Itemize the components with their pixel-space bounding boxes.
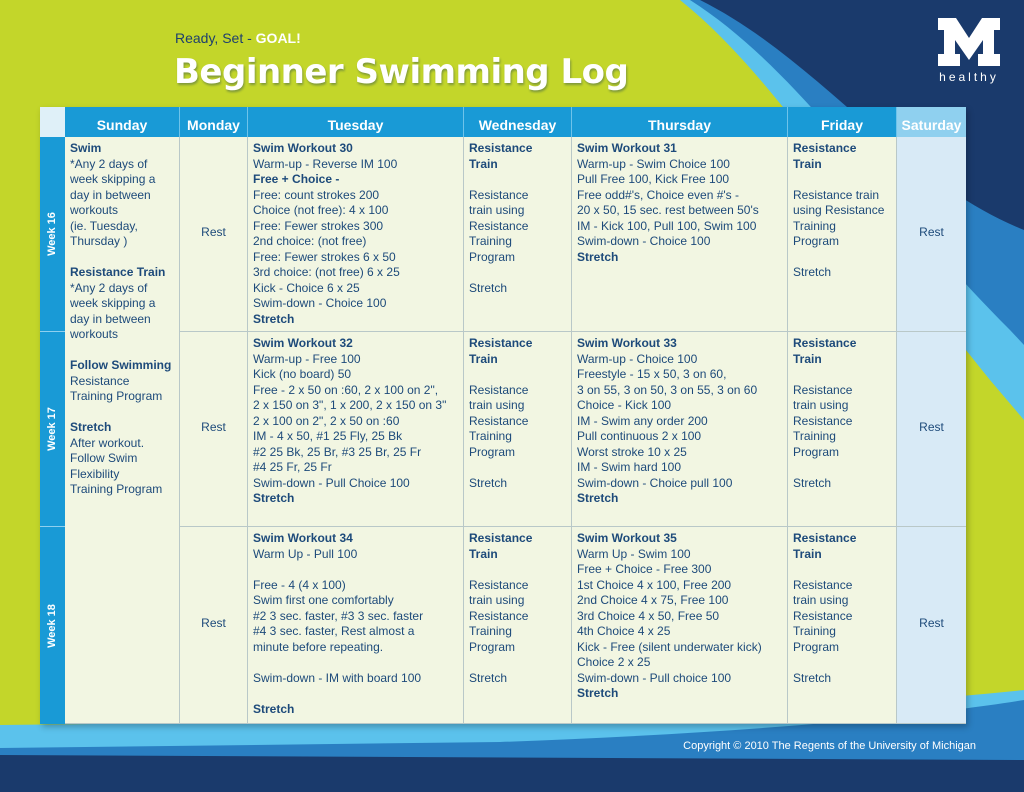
week16-tuesday-cell <box>248 137 464 332</box>
cell-line: 2nd Choice 4 x 75, Free 100 <box>577 593 729 607</box>
cell-line: Resistance train <box>793 187 880 202</box>
week18-monday-cell <box>180 527 248 724</box>
week16-wednesday-cell <box>464 137 572 332</box>
cell-line: Stretch <box>469 475 508 490</box>
cell-line: Stretch <box>793 265 832 279</box>
logo-text: healthy <box>939 70 999 84</box>
cell-line: Swim Workout 30 <box>253 141 353 155</box>
cell-line <box>469 655 566 671</box>
header-tuesday: Tuesday <box>248 107 464 137</box>
cell-line: Choice - Kick 100 <box>577 398 672 412</box>
cell-line: Stretch <box>793 475 832 490</box>
cell-line: IM - Swim hard 100 <box>577 460 682 474</box>
cell-line: train using <box>793 593 849 607</box>
cell-line: Swim-down - IM with board 100 <box>253 670 422 685</box>
week-label-17-text: Week 17 <box>46 407 58 451</box>
cell-line: Resistance <box>469 187 529 202</box>
cell-line: 20 x 50, 15 sec. rest between 50's <box>577 203 759 217</box>
cell-line: Kick (no board) 50 <box>253 367 352 381</box>
cell-line: Swim-down - Pull Choice 100 <box>253 475 410 490</box>
cell-line: *Any 2 days of <box>70 280 148 295</box>
cell-line <box>793 172 891 188</box>
cell-line <box>70 343 174 359</box>
cell-line: 1st Choice 4 x 100, Free 200 <box>577 577 732 592</box>
cell-line: (ie. Tuesday, <box>70 218 138 233</box>
cell-line: Training <box>793 624 836 638</box>
cell-line: Resistance <box>469 141 533 155</box>
cell-line: 3rd choice: (not free) 6 x 25 <box>253 265 400 279</box>
week17-tuesday-cell <box>248 332 464 527</box>
cell-line: Stretch <box>577 686 619 700</box>
copyright: Copyright © 2010 The Regents of the University of Michigan <box>683 740 976 752</box>
week18-tuesday-cell <box>248 527 464 724</box>
cell-line <box>793 460 891 476</box>
cell-line <box>469 562 566 578</box>
cell-line: Resistance <box>793 608 853 623</box>
cell-line: 3 on 55, 3 on 50, 3 on 55, 3 on 60 <box>577 382 758 397</box>
cell-line: Swim Workout 34 <box>253 531 353 545</box>
week-label-18 <box>40 527 65 724</box>
cell-line: Training <box>469 624 512 638</box>
cell-line: Free: Fewer strokes 6 x 50 <box>253 249 396 264</box>
cell-line: Free + Choice - <box>253 172 340 186</box>
cell-line <box>469 265 566 281</box>
cell-line: Freestyle - 15 x 50, 3 on 60, <box>577 367 727 381</box>
cell-line: Warm-up - Reverse IM 100 <box>253 156 398 171</box>
cell-line: day in between <box>70 311 151 326</box>
cell-line: Training Program <box>70 482 163 496</box>
cell-line: Resistance <box>469 608 529 623</box>
cell-line: Kick - Choice 6 x 25 <box>253 280 360 295</box>
swim-log-table <box>40 107 966 724</box>
header-sunday: Sunday <box>65 107 180 137</box>
cell-line: week skipping a <box>70 172 156 186</box>
cell-line: Pull continuous 2 x 100 <box>577 429 702 443</box>
cell-line: Resistance <box>793 382 853 397</box>
cell-line: #2 25 Bk, 25 Br, #3 25 Br, 25 Fr <box>253 444 422 459</box>
cell-line: Stretch <box>577 491 619 505</box>
rest-label: Rest <box>919 615 944 630</box>
cell-line: Swim Workout 35 <box>577 531 677 545</box>
cell-line: Training <box>469 234 512 248</box>
cell-line: Swim-down - Choice 100 <box>253 296 387 310</box>
cell-line <box>469 367 566 383</box>
umich-logo <box>932 18 1006 84</box>
cell-line: Stretch <box>70 420 112 434</box>
cell-line: 2nd choice: (not free) <box>253 234 367 248</box>
rest-label: Rest <box>919 224 944 239</box>
cell-line: Swim-down - Choice pull 100 <box>577 475 733 490</box>
cell-line: Resistance <box>793 141 857 155</box>
cell-line: workouts <box>70 327 119 341</box>
rest-label: Rest <box>201 419 226 434</box>
cell-line: Resistance <box>793 336 857 350</box>
cell-line: Flexibility <box>70 466 120 481</box>
cell-line: Resistance <box>469 218 529 233</box>
cell-line: Resistance <box>469 413 529 428</box>
cell-line: Free - 4 (4 x 100) <box>253 577 346 592</box>
cell-line: IM - Swim any order 200 <box>577 413 708 428</box>
kicker-emphasis: GOAL! <box>255 30 301 46</box>
cell-line <box>253 655 458 671</box>
cell-line: Program <box>793 639 840 654</box>
cell-line: Free: count strokes 200 <box>253 187 380 202</box>
cell-line <box>253 562 458 578</box>
cell-line: Pull Free 100, Kick Free 100 <box>577 172 730 186</box>
week18-wednesday-cell <box>464 527 572 724</box>
cell-line: *Any 2 days of <box>70 156 148 171</box>
cell-line <box>793 562 891 578</box>
cell-line <box>469 460 566 476</box>
cell-line <box>469 172 566 188</box>
week-label-16 <box>40 137 65 332</box>
rest-label: Rest <box>919 419 944 434</box>
cell-line: Swim Workout 32 <box>253 336 353 350</box>
cell-line: Program <box>793 234 840 248</box>
cell-line: Resistance <box>70 373 130 388</box>
cell-line: using Resistance <box>793 203 885 217</box>
cell-line: week skipping a <box>70 296 156 310</box>
cell-line: Train <box>469 156 498 171</box>
week16-thursday-cell <box>572 137 788 332</box>
cell-line: Follow Swimming <box>70 358 172 372</box>
cell-line: Training <box>793 218 836 233</box>
cell-line: IM - Kick 100, Pull 100, Swim 100 <box>577 218 757 233</box>
week16-saturday-cell <box>897 137 966 332</box>
week16-monday-cell <box>180 137 248 332</box>
cell-line: Training Program <box>70 389 163 403</box>
cell-line: train using <box>469 398 525 412</box>
week17-saturday-cell <box>897 332 966 527</box>
cell-line: 2 x 150 on 3", 1 x 200, 2 x 150 on 3" <box>253 398 447 412</box>
cell-line: Thursday ) <box>70 234 128 248</box>
cell-line: Warm-up - Swim Choice 100 <box>577 156 730 171</box>
header-wednesday: Wednesday <box>464 107 572 137</box>
cell-line <box>253 686 458 702</box>
week18-thursday-cell <box>572 527 788 724</box>
cell-line <box>793 655 891 671</box>
week18-friday-cell <box>788 527 897 724</box>
cell-line: Resistance <box>469 382 529 397</box>
cell-line: workouts <box>70 203 119 217</box>
rest-label: Rest <box>201 224 226 239</box>
week18-saturday-cell <box>897 527 966 724</box>
cell-line: #2 3 sec. faster, #3 3 sec. faster <box>253 608 424 623</box>
cell-line: 2 x 100 on 2", 2 x 50 on :60 <box>253 413 400 428</box>
header-monday: Monday <box>180 107 248 137</box>
week17-thursday-cell <box>572 332 788 527</box>
cell-line: Resistance <box>469 531 533 545</box>
cell-line: Warm Up - Pull 100 <box>253 546 358 561</box>
cell-line: Training <box>469 429 512 443</box>
week17-wednesday-cell <box>464 332 572 527</box>
cell-line: Swim Workout 33 <box>577 336 677 350</box>
cell-line: IM - 4 x 50, #1 25 Fly, 25 Bk <box>253 429 403 443</box>
cell-line: Stretch <box>793 670 832 685</box>
cell-line: Resistance <box>469 577 529 592</box>
week16-friday-cell <box>788 137 897 332</box>
cell-line: 3rd Choice 4 x 50, Free 50 <box>577 608 720 623</box>
cell-line: Program <box>469 444 516 459</box>
page-title: Beginner Swimming Log <box>174 52 629 92</box>
kicker-prefix: Ready, Set - <box>175 30 256 46</box>
cell-line: Resistance <box>793 577 853 592</box>
cell-line <box>70 405 174 421</box>
cell-line: Swim-down - Choice 100 <box>577 234 711 248</box>
cell-line: Resistance <box>469 336 533 350</box>
cell-line: Resistance <box>793 413 853 428</box>
cell-line: Swim-down - Pull choice 100 <box>577 670 732 685</box>
block-m-icon <box>938 18 1000 66</box>
cell-line: Stretch <box>253 311 295 326</box>
cell-line: Warm-up - Free 100 <box>253 351 361 366</box>
cell-line: Choice (not free): 4 x 100 <box>253 203 389 217</box>
cell-line: Swim <box>70 141 102 155</box>
cell-line <box>793 250 891 266</box>
cell-line: Train <box>793 351 822 366</box>
week17-monday-cell <box>180 332 248 527</box>
cell-line: Free + Choice - Free 300 <box>577 562 712 576</box>
cell-line: Swim first one comfortably <box>253 593 394 607</box>
sunday-instructions <box>65 137 180 724</box>
cell-line: Program <box>793 444 840 459</box>
cell-line: Train <box>469 351 498 366</box>
cell-line: #4 3 sec. faster, Rest almost a <box>253 624 415 638</box>
cell-line: train using <box>793 398 849 412</box>
week-label-16-text: Week 16 <box>46 212 58 256</box>
cell-line: Training <box>793 429 836 443</box>
cell-line: Stretch <box>577 249 619 264</box>
cell-line: #4 25 Fr, 25 Fr <box>253 460 332 474</box>
cell-line: Stretch <box>469 670 508 685</box>
cell-line: Stretch <box>253 701 295 716</box>
cell-line: After workout. <box>70 435 145 450</box>
header-thursday: Thursday <box>572 107 788 137</box>
cell-line <box>793 367 891 383</box>
cell-line <box>70 250 174 266</box>
cell-line: Resistance Train <box>70 265 166 279</box>
cell-line: Choice 2 x 25 <box>577 655 651 669</box>
cell-line: Warm Up - Swim 100 <box>577 546 691 561</box>
kicker <box>175 30 301 46</box>
week-label-18-text: Week 18 <box>46 603 58 648</box>
cell-line: Free - 2 x 50 on :60, 2 x 100 on 2", <box>253 382 439 397</box>
cell-line: Train <box>793 156 822 171</box>
cell-line: day in between <box>70 187 151 202</box>
cell-line: Train <box>469 546 498 561</box>
cell-line: Swim Workout 31 <box>577 141 677 155</box>
cell-line: minute before repeating. <box>253 639 384 654</box>
cell-line: Worst stroke 10 x 25 <box>577 444 687 459</box>
week17-friday-cell <box>788 332 897 527</box>
week-label-17 <box>40 332 65 527</box>
cell-line: Kick - Free (silent underwater kick) <box>577 639 762 654</box>
cell-line: train using <box>469 593 525 607</box>
cell-line: Free odd#'s, Choice even #'s - <box>577 187 739 202</box>
cell-line: Stretch <box>469 280 508 295</box>
cell-line: Follow Swim <box>70 451 138 465</box>
header-corner <box>40 107 65 137</box>
rest-label: Rest <box>201 615 226 630</box>
header-saturday: Saturday <box>897 107 966 137</box>
cell-line: train using <box>469 203 525 217</box>
cell-line: Program <box>469 249 516 264</box>
cell-line: Train <box>793 546 822 561</box>
cell-line: Stretch <box>253 491 295 505</box>
cell-line: Program <box>469 639 516 654</box>
cell-line: Free: Fewer strokes 300 <box>253 218 384 233</box>
header-friday: Friday <box>788 107 897 137</box>
cell-line: Warm-up - Choice 100 <box>577 351 698 366</box>
cell-line: Resistance <box>793 531 857 545</box>
cell-line: 4th Choice 4 x 25 <box>577 624 671 638</box>
